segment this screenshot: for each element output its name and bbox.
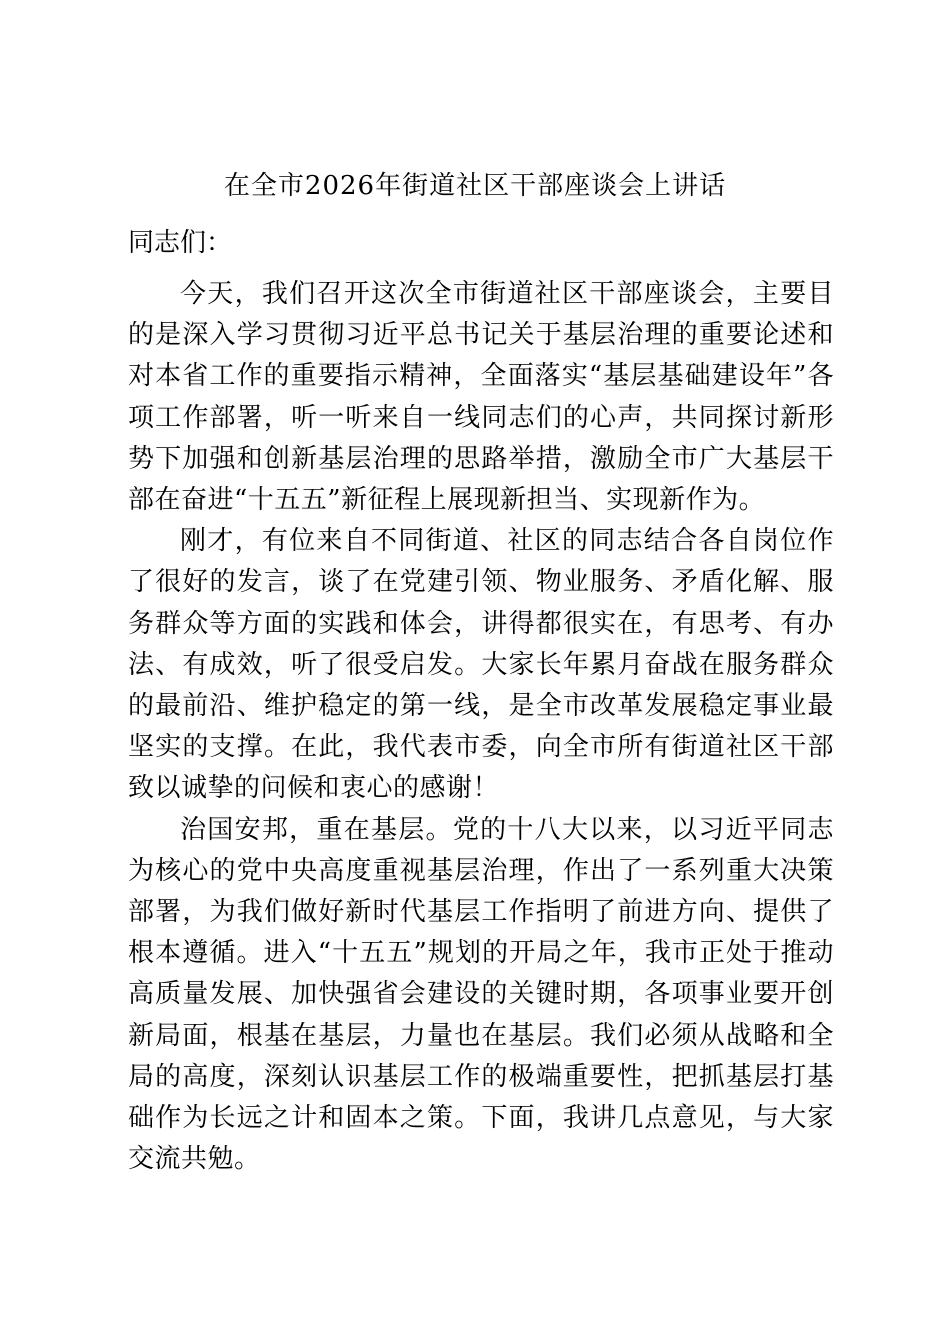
paragraph-acknowledgement: 刚才，有位来自不同街道、社区的同志结合各自岗位作了很好的发言，谈了在党建引领、物业服务、矛盾化解、服务群众等方面的实践和体会，讲得都很实在，有思考、有办法、有成效，听了很受启发。大家长年累月奋战在服务群众的最前沿、维护稳定的第一线，是全市改革发展稳定事业最坚实的支撑。在此，我代表市委，向全市所有街道社区干部致以诚挚的问候和衷心的感谢！	[128, 526, 834, 804]
paragraph-opening: 今天，我们召开这次全市街道社区干部座谈会，主要目的是深入学习贯彻习近平总书记关于基层治理的重要论述和对本省工作的重要指示精神，全面落实“基层基础建设年”各项工作部署，听一听来自一线同志们的心声，共同探讨新形势下加强和创新基层治理的思路举措，激励全市广大基层干部在奋进“十五五”新征程上展现新担当、实现新作为。	[128, 279, 834, 516]
salutation: 同志们：	[128, 228, 233, 258]
document-body	[128, 274, 834, 1180]
document-title: 在全市2026年街道社区干部座谈会上讲话	[223, 171, 727, 201]
paragraph-governance: 治国安邦，重在基层。党的十八大以来，以习近平同志为核心的党中央高度重视基层治理，作出了一系列重大决策部署，为我们做好新时代基层工作指明了前进方向、提供了根本遵循。进入“十五五”规划的开局之年，我市正处于推动高质量发展、加快强省会建设的关键时期，各项事业要开创新局面，根基在基层，力量也在基层。我们必须从战略和全局的高度，深刻认识基层工作的极端重要性，把抓基层打基础作为长远之计和固本之策。下面，我讲几点意见，与大家交流共勉。	[128, 814, 834, 1175]
